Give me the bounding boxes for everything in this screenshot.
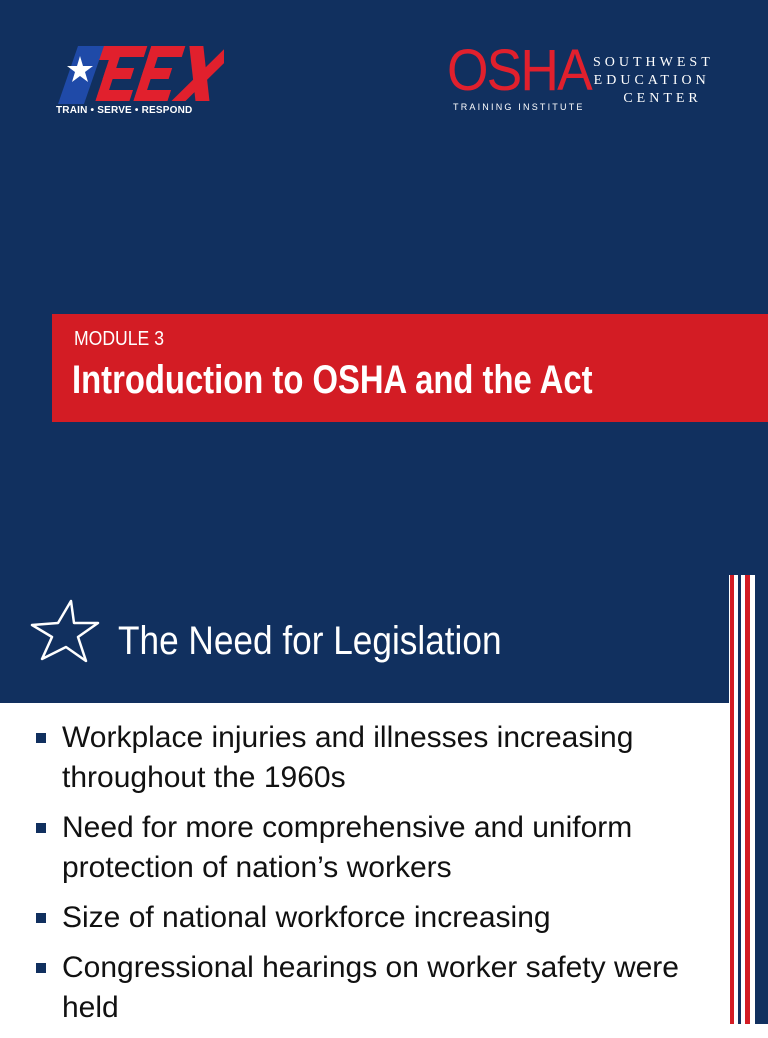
osha-center-text bbox=[593, 54, 714, 108]
flag-stripes bbox=[729, 575, 768, 1024]
content-slide bbox=[0, 575, 768, 1024]
bullet-text: Need for more comprehensive and uniform protection of nation’s workers bbox=[62, 811, 633, 884]
bullet-square-icon bbox=[36, 963, 46, 973]
list-item bbox=[36, 898, 726, 938]
osha-center-line: CENTER bbox=[623, 91, 702, 106]
list-item bbox=[36, 948, 726, 1028]
osha-logo bbox=[441, 40, 741, 120]
slide-title: The Need for Legislation bbox=[118, 619, 502, 663]
bullet-text: Congressional hearings on worker safety were held bbox=[62, 951, 679, 1024]
osha-center-line: EDUCATION bbox=[593, 73, 710, 88]
bullet-square-icon bbox=[36, 823, 46, 833]
osha-center-line: SOUTHWEST bbox=[593, 55, 714, 70]
bullet-square-icon bbox=[36, 733, 46, 743]
list-item bbox=[36, 808, 726, 888]
bullet-text: Workplace injuries and illnesses increasing throughout the 1960s bbox=[62, 721, 634, 794]
bullet-list bbox=[36, 718, 726, 1038]
star-outline-icon bbox=[30, 599, 100, 665]
list-item bbox=[36, 718, 726, 798]
bullet-square-icon bbox=[36, 913, 46, 923]
module-banner bbox=[52, 314, 768, 422]
module-title: Introduction to OSHA and the Act bbox=[72, 358, 593, 402]
teex-tagline: TRAIN • SERVE • RESPOND bbox=[56, 105, 193, 116]
module-label: MODULE 3 bbox=[74, 328, 164, 350]
slide-header bbox=[0, 575, 730, 703]
osha-subtitle: TRAINING INSTITUTE bbox=[453, 102, 585, 112]
osha-wordmark: OSHA bbox=[447, 38, 591, 103]
bullet-text: Size of national workforce increasing bbox=[62, 901, 551, 934]
